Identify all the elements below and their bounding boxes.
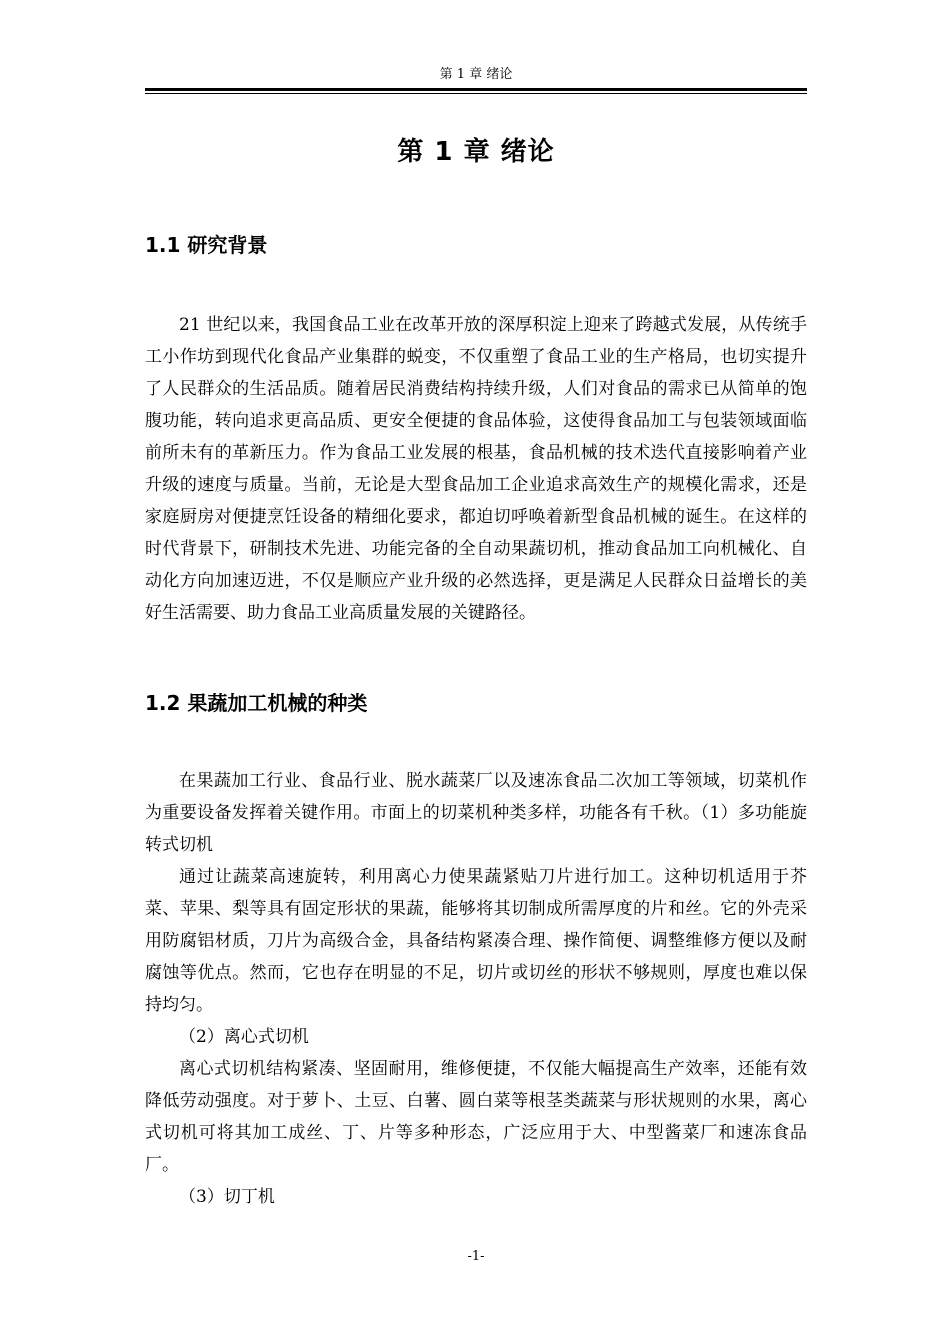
paragraph: 在果蔬加工行业、食品行业、脱水蔬菜厂以及速冻食品二次加工等领域，切菜机作为重要设备发挥着关键作用。市面上的切菜机种类多样，功能各有千秋。（1）多功能旋转式切机 bbox=[145, 771, 807, 855]
section-body-1-2 bbox=[145, 765, 807, 1213]
header-rule-thick bbox=[145, 88, 807, 91]
header-rule-thin bbox=[145, 93, 807, 94]
page-number: -1- bbox=[467, 1249, 485, 1264]
paragraph: 通过让蔬菜高速旋转，利用离心力使果蔬紧贴刀片进行加工。这种切机适用于芥菜、苹果、梨等具有固定形状的果蔬，能够将其切制成所需厚度的片和丝。它的外壳采用防腐铝材质，刀片为高级合金，具备结构紧凑合理、操作简便、调整维修方便以及耐腐蚀等优点。然而，它也存在明显的不足，切片或切丝的形状不够规则，厚度也难以保持均匀。 bbox=[145, 867, 807, 1015]
chapter-title: 第 1 章 绪论 bbox=[397, 137, 555, 167]
paragraph: 离心式切机结构紧凑、坚固耐用，维修便捷，不仅能大幅提高生产效率，还能有效降低劳动强度。对于萝卜、土豆、白薯、圆白菜等根茎类蔬菜与形状规则的水果，离心式切机可将其加工成丝、丁、片等多种形态，广泛应用于大、中型酱菜厂和速冻食品厂。 bbox=[145, 1059, 807, 1175]
running-header: 第 1 章 绪论 bbox=[439, 67, 513, 82]
section-heading-1-2: 1.2 果蔬加工机械的种类 bbox=[145, 691, 368, 715]
section-heading-1-1: 1.1 研究背景 bbox=[145, 233, 268, 257]
paragraph: （2）离心式切机 bbox=[179, 1027, 309, 1047]
section-body-1-1 bbox=[145, 309, 807, 629]
paragraph: （3）切丁机 bbox=[179, 1187, 275, 1207]
paragraph: 21 世纪以来，我国食品工业在改革开放的深厚积淀上迎来了跨越式发展，从传统手工小作坊到现代化食品产业集群的蜕变，不仅重塑了食品工业的生产格局，也切实提升了人民群众的生活品质。随着居民消费结构持续升级，人们对食品的需求已从简单的饱腹功能，转向追求更高品质、更安全便捷的食品体验，这使得食品加工与包装领域面临前所未有的革新压力。作为食品工业发展的根基，食品机械的技术迭代直接影响着产业升级的速度与质量。当前，无论是大型食品加工企业追求高效生产的规模化需求，还是家庭厨房对便捷烹饪设备的精细化要求，都迫切呼唤着新型食品机械的诞生。在这样的时代背景下，研制技术先进、功能完备的全自动果蔬切机，推动食品加工向机械化、自动化方向加速迈进，不仅是顺应产业升级的必然选择，更是满足人民群众日益增长的美好生活需要、助力食品工业高质量发展的关键路径。 bbox=[145, 315, 807, 623]
